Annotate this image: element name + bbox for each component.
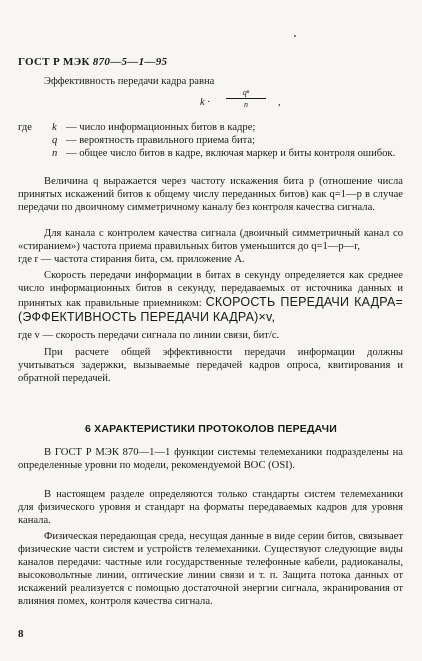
info-rate-formula: СКОРОСТЬ ПЕРЕДАЧИ КАДРА=(ЭФФЕКТИВНОСТЬ ПЕРЕДАЧИ КАДРА)×v, xyxy=(18,294,403,324)
paragraph-erasure-def: где r — частота стирания бита, см. приложение А. xyxy=(18,254,245,265)
header-prefix: ГОСТ Р МЭК xyxy=(18,56,90,68)
paragraph-standards: В настоящем разделе определяются только стандарты систем телемеханики для физического уровня и стандарт на форматы передаваемых кадров для уровня канала. xyxy=(18,489,403,526)
def-lead xyxy=(18,135,52,148)
scan-mark xyxy=(294,35,296,37)
formula-denominator: n xyxy=(244,100,248,109)
section-heading: 6 ХАРАКТЕРИСТИКИ ПРОТОКОЛОВ ПЕРЕДАЧИ xyxy=(85,423,337,435)
paragraph-overall-efficiency: При расчете общей эффективности передачи информации должны учитываться задержки, вызываемые передачей кадров опроса, квитирования и обратной передачей. xyxy=(18,347,403,384)
formula-numerator: qⁿ xyxy=(242,88,250,97)
paragraph-q-value: Величина q выражается через частоту искажения бита p (отношение числа принятых искажений битов к общему числу переданных битов) как q=1—p в случае передачи по двоичному симметричному каналу без контроля качества сигнала. xyxy=(18,176,403,213)
formula-comma: , xyxy=(278,97,281,108)
definition-list xyxy=(18,122,403,161)
def-symbol: n xyxy=(52,147,58,159)
definition-row xyxy=(18,135,403,148)
def-lead xyxy=(18,148,52,161)
page-number: 8 xyxy=(18,628,24,640)
running-header xyxy=(18,56,167,68)
fraction-bar xyxy=(226,98,266,99)
formula-fraction xyxy=(226,88,266,109)
header-number: 870—5—1—95 xyxy=(92,56,168,68)
paragraph-efficiency: Эффективность передачи кадра равна xyxy=(44,76,215,87)
def-body: — число информационных битов в кадре; xyxy=(66,122,256,133)
def-body: — общее число битов в кадре, включая маркер и биты контроля ошибок. xyxy=(66,147,396,159)
paragraph-info-rate xyxy=(18,270,403,326)
definition-row xyxy=(18,122,403,135)
formula-k: k · xyxy=(200,97,210,108)
paragraph-osi: В ГОСТ Р МЭК 870—1—1 функции системы телемеханики подразделены на определенные уровни по модели, рекомендуемой ВОС (OSI). xyxy=(18,447,403,471)
def-lead: где xyxy=(18,122,32,133)
def-body: — вероятность правильного приема бита; xyxy=(66,134,256,146)
def-symbol: k xyxy=(52,122,57,133)
paragraph-physical-medium: Физическая передающая среда, несущая данные в виде серии битов, связывает физические части систем и устройств телемеханики. Существуют следующие виды каналов передачи: частные или государственные телефонные кабели, радиоканалы, высоковольтные линии, оптические линии связи и т. п. Защита потока данных от искажений реализуется с помощью достаточной энергии сигнала, экранирования от влияния помех, контроля качества сигнала. xyxy=(18,531,403,607)
paragraph-erasure-channel: Для канала с контролем качества сигнала (двоичный симметричный канал со «стиранием») частота приема правильных битов уменьшится до q=1—p—r, xyxy=(18,228,403,252)
paragraph-signal-rate: где v — скорость передачи сигнала по линии связи, бит/с. xyxy=(18,330,280,341)
info-rate-text: Скорость передачи информации в битах в секунду определяется как среднее число информационных битов в секунду, передаваемых от источника данных и принятых как правильные приемником: xyxy=(18,270,403,309)
definition-row xyxy=(18,148,403,161)
formula-efficiency xyxy=(200,88,310,118)
def-symbol: q xyxy=(52,134,58,146)
